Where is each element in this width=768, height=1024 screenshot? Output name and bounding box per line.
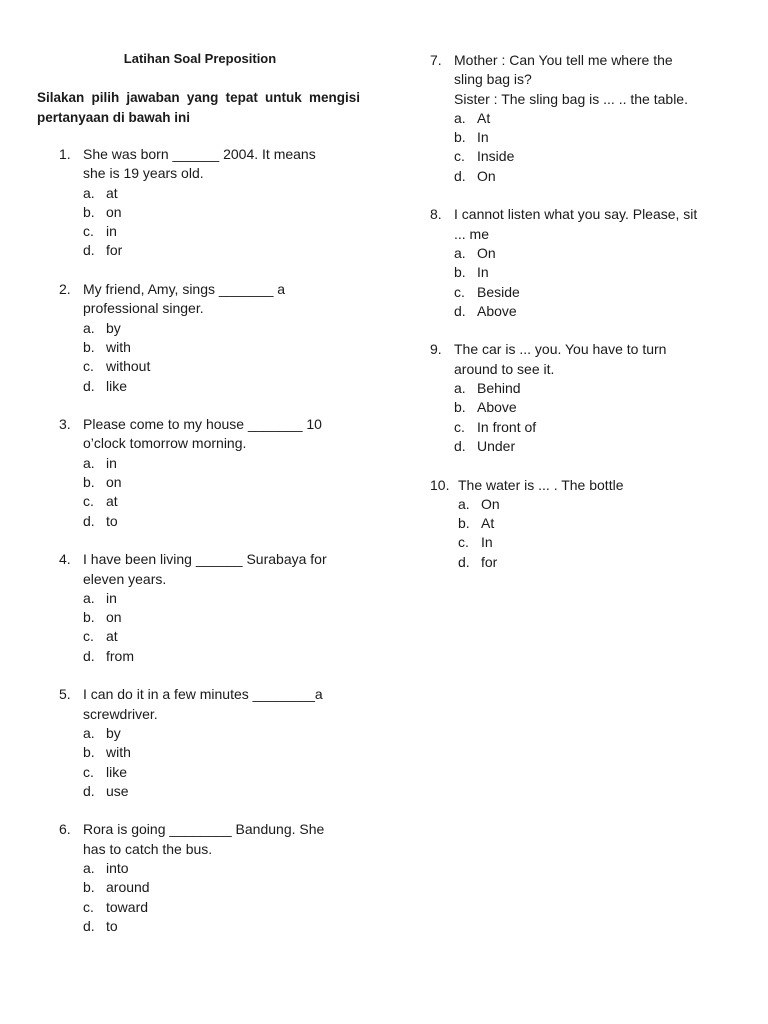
option-letter: b.: [83, 609, 95, 626]
option-letter: b.: [83, 474, 95, 491]
question-list-left: [59, 145, 364, 955]
answer-option: [83, 203, 364, 222]
question-text: [458, 476, 735, 495]
question-line: ... me: [454, 225, 490, 242]
option-letter: d.: [83, 782, 95, 799]
question-line: screwdriver.: [83, 705, 158, 722]
question-line: o’clock tomorrow morning.: [83, 435, 247, 452]
option-text: in: [106, 454, 117, 471]
answer-option: [83, 627, 364, 646]
question-number: 6.: [59, 821, 71, 838]
question-number: 4.: [59, 551, 71, 568]
option-text: with: [106, 744, 131, 761]
option-letter: a.: [83, 859, 95, 876]
option-letter: d.: [458, 553, 470, 570]
answer-option: [458, 553, 735, 572]
answer-option: [454, 167, 735, 186]
option-text: like: [106, 763, 128, 780]
option-letter: a.: [83, 454, 95, 471]
answer-options: [83, 319, 364, 396]
option-text: At: [477, 109, 491, 126]
answer-option: [83, 917, 364, 936]
question-line: The water is ... . The bottle: [458, 476, 624, 493]
option-letter: b.: [454, 129, 466, 146]
answer-option: [454, 418, 735, 437]
answer-option: [83, 492, 364, 511]
option-letter: c.: [454, 283, 465, 300]
option-letter: c.: [458, 534, 469, 551]
answer-option: [83, 782, 364, 801]
answer-options: [454, 109, 735, 186]
question-number: 3.: [59, 416, 71, 433]
option-text: Beside: [477, 283, 520, 300]
answer-option: [83, 859, 364, 878]
option-text: In: [477, 264, 489, 281]
question-number: 2.: [59, 281, 71, 298]
option-letter: d.: [454, 437, 466, 454]
answer-option: [83, 184, 364, 203]
option-letter: c.: [83, 493, 94, 510]
answer-options: [83, 454, 364, 531]
question-number: 8.: [430, 206, 442, 223]
answer-option: [83, 454, 364, 473]
question-text: [83, 415, 364, 454]
answer-option: [83, 319, 364, 338]
answer-option: [454, 398, 735, 417]
answer-option: [458, 514, 735, 533]
option-text: at: [106, 184, 118, 201]
question-line: Rora is going ________ Bandung. She: [83, 821, 325, 838]
option-text: in: [106, 589, 117, 606]
answer-option: [83, 512, 364, 531]
answer-options: [454, 379, 735, 456]
question-number: 10.: [430, 476, 450, 493]
answer-option: [83, 647, 364, 666]
answer-option: [454, 109, 735, 128]
option-text: In front of: [477, 418, 537, 435]
option-letter: d.: [83, 512, 95, 529]
answer-option: [83, 763, 364, 782]
question-line: around to see it.: [454, 360, 555, 377]
answer-option: [454, 128, 735, 147]
option-text: In: [481, 534, 493, 551]
option-letter: d.: [83, 242, 95, 259]
option-letter: a.: [83, 184, 95, 201]
option-text: on: [106, 203, 122, 220]
answer-options: [83, 184, 364, 261]
option-text: On: [477, 167, 496, 184]
answer-option: [454, 302, 735, 321]
answer-options: [83, 859, 364, 936]
question-line: Please come to my house _______ 10: [83, 416, 322, 433]
answer-options: [454, 244, 735, 321]
question-text: [83, 820, 364, 859]
question-item: [59, 280, 364, 396]
answer-options: [458, 495, 735, 572]
question-item: [59, 415, 364, 531]
option-text: with: [106, 338, 131, 355]
answer-option: [83, 608, 364, 627]
question-line: has to catch the bus.: [83, 840, 213, 857]
question-text: [83, 145, 364, 184]
option-letter: a.: [83, 589, 95, 606]
question-line: My friend, Amy, sings _______ a: [83, 281, 286, 298]
option-text: On: [477, 244, 496, 261]
option-text: from: [106, 647, 134, 664]
answer-option: [83, 878, 364, 897]
option-letter: d.: [83, 377, 95, 394]
option-text: to: [106, 917, 118, 934]
option-letter: b.: [83, 203, 95, 220]
question-line: sling bag is?: [454, 71, 532, 88]
answer-option: [83, 743, 364, 762]
option-letter: a.: [83, 319, 95, 336]
option-letter: c.: [83, 358, 94, 375]
question-text: [454, 205, 735, 244]
answer-option: [83, 377, 364, 396]
answer-options: [83, 589, 364, 666]
question-line: The car is ... you. You have to turn: [454, 341, 667, 358]
question-line: professional singer.: [83, 300, 204, 317]
option-letter: d.: [454, 167, 466, 184]
question-line: she is 19 years old.: [83, 165, 204, 182]
question-item: [430, 51, 735, 186]
answer-option: [83, 473, 364, 492]
question-line: Mother : Can You tell me where the: [454, 52, 673, 68]
option-text: by: [106, 724, 121, 741]
option-text: for: [481, 553, 498, 570]
option-text: Under: [477, 437, 516, 454]
answer-option: [83, 357, 364, 376]
option-letter: a.: [454, 109, 466, 126]
option-text: Above: [477, 399, 517, 416]
question-line: I can do it in a few minutes ________a: [83, 686, 323, 703]
option-letter: a.: [454, 380, 466, 397]
question-line: eleven years.: [83, 570, 167, 587]
answer-option: [83, 724, 364, 743]
answer-option: [454, 379, 735, 398]
question-item: [430, 205, 735, 321]
option-letter: b.: [83, 879, 95, 896]
option-text: Inside: [477, 148, 515, 165]
question-text: [83, 280, 364, 319]
question-line: Sister : The sling bag is ... .. the table.: [454, 90, 688, 107]
option-text: Behind: [477, 380, 521, 397]
question-text: [454, 340, 735, 379]
answer-option: [83, 222, 364, 241]
question-number: 9.: [430, 341, 442, 358]
option-text: in: [106, 223, 117, 240]
option-text: use: [106, 782, 129, 799]
answer-option: [454, 147, 735, 166]
option-text: In: [477, 129, 489, 146]
question-line: She was born ______ 2004. It means: [83, 146, 316, 162]
question-item: [59, 820, 364, 936]
question-item: [59, 550, 364, 666]
question-number: 1.: [59, 146, 71, 162]
option-text: without: [106, 358, 151, 375]
option-text: around: [106, 879, 150, 896]
option-text: for: [106, 242, 123, 259]
option-text: like: [106, 377, 128, 394]
question-number: 7.: [430, 52, 442, 68]
question-text: [83, 685, 364, 724]
answer-option: [458, 533, 735, 552]
answer-option: [454, 437, 735, 456]
option-text: on: [106, 609, 122, 626]
option-text: At: [481, 515, 495, 532]
option-text: on: [106, 474, 122, 491]
option-letter: a.: [454, 244, 466, 261]
question-item: [430, 476, 735, 572]
question-number: 5.: [59, 686, 71, 703]
option-letter: b.: [458, 515, 470, 532]
worksheet-title: Latihan Soal Preposition: [123, 51, 277, 66]
question-text: [454, 51, 735, 109]
option-letter: d.: [83, 647, 95, 664]
option-letter: b.: [454, 264, 466, 281]
question-line: I have been living ______ Surabaya for: [83, 551, 327, 568]
option-text: into: [106, 859, 129, 876]
question-item: [59, 685, 364, 801]
option-letter: b.: [83, 744, 95, 761]
question-item: [59, 145, 364, 261]
answer-option: [83, 241, 364, 260]
question-text: [83, 550, 364, 589]
answer-option: [83, 589, 364, 608]
answer-option: [83, 898, 364, 917]
option-letter: c.: [454, 148, 465, 165]
answer-option: [458, 495, 735, 514]
answer-option: [83, 338, 364, 357]
answer-option: [454, 244, 735, 263]
question-item: [430, 340, 735, 456]
answer-options: [83, 724, 364, 801]
option-text: at: [106, 493, 118, 510]
option-text: to: [106, 512, 118, 529]
option-text: On: [481, 495, 500, 512]
question-line: I cannot listen what you say. Please, sit: [454, 206, 698, 223]
option-text: at: [106, 628, 118, 645]
answer-option: [454, 263, 735, 282]
option-letter: c.: [83, 223, 94, 240]
option-letter: b.: [83, 338, 95, 355]
option-letter: d.: [83, 917, 95, 934]
question-list-right: [430, 51, 735, 591]
option-letter: c.: [454, 418, 465, 435]
option-text: by: [106, 319, 121, 336]
option-text: toward: [106, 898, 149, 915]
option-letter: a.: [83, 724, 95, 741]
option-letter: c.: [83, 763, 94, 780]
answer-option: [454, 283, 735, 302]
worksheet-instructions: Silakan pilih jawaban yang tepat untuk mengisi pertanyaan di bawah ini: [37, 90, 360, 125]
option-letter: a.: [458, 495, 470, 512]
option-letter: c.: [83, 898, 94, 915]
option-letter: b.: [454, 399, 466, 416]
option-letter: c.: [83, 628, 94, 645]
option-letter: d.: [454, 302, 466, 319]
option-text: Above: [477, 302, 517, 319]
